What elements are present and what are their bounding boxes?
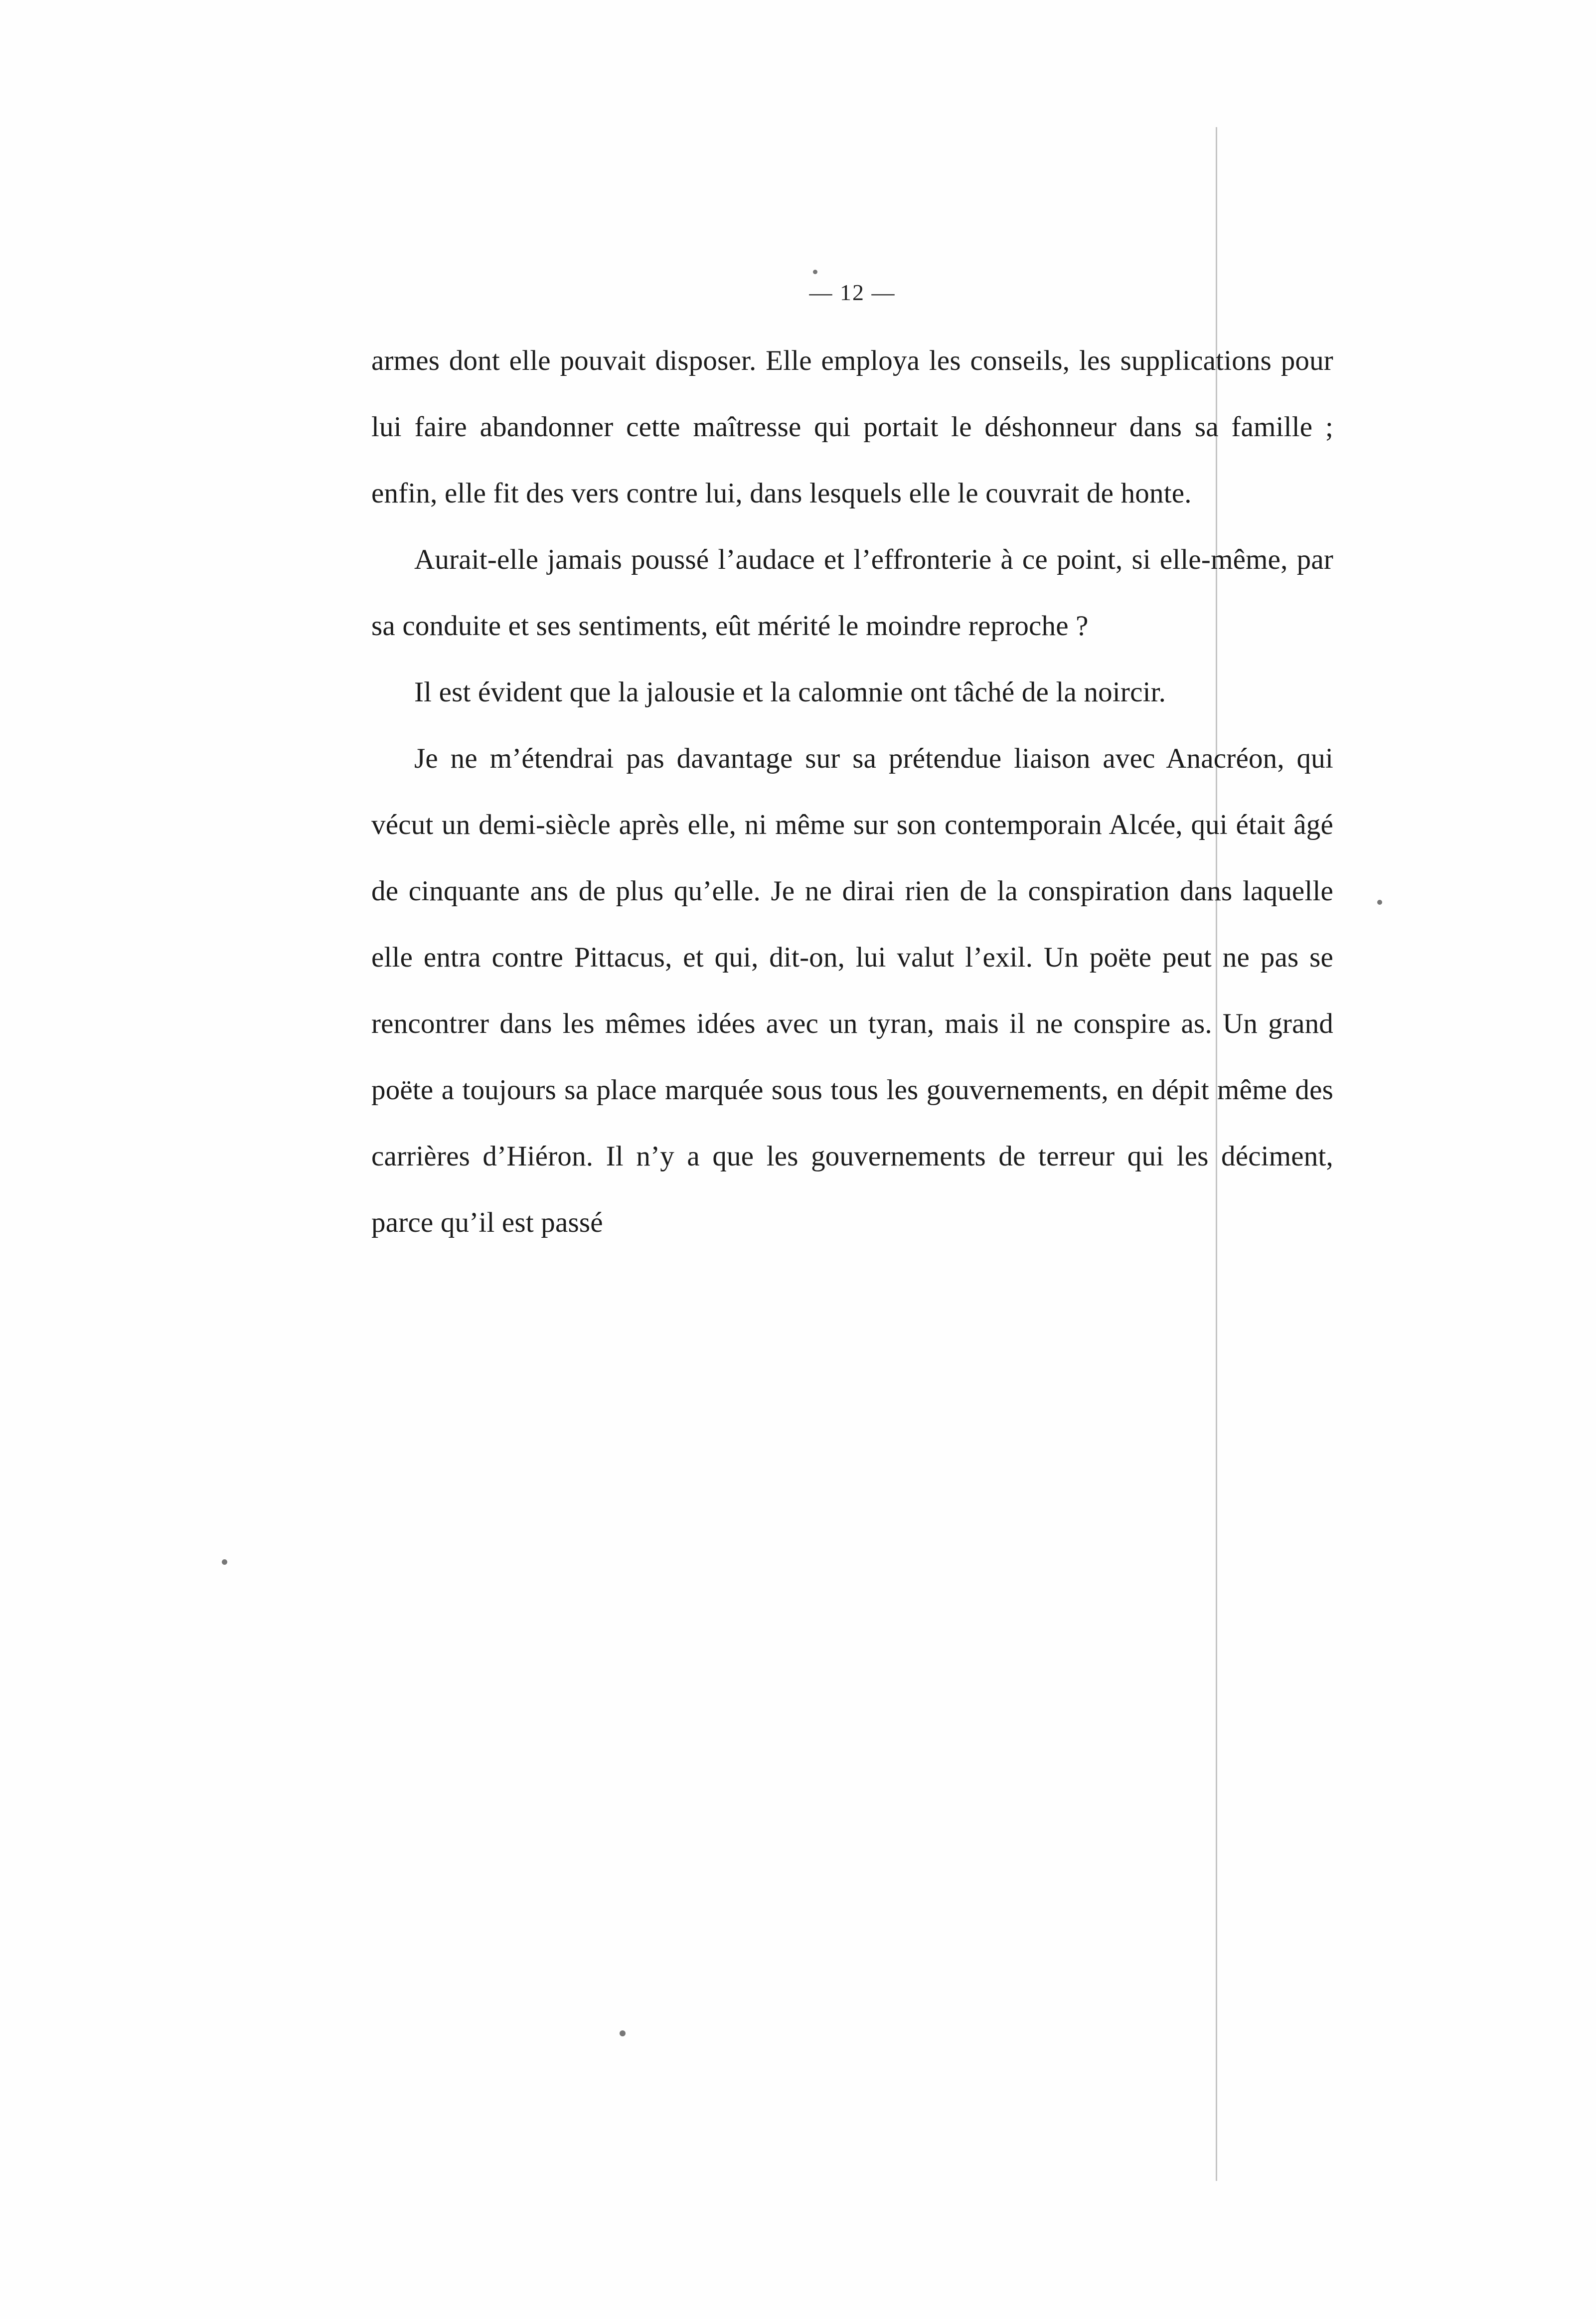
paragraph: armes dont elle pouvait disposer. Elle employa les conseils, les supplications pour lui faire abandonner cette maîtresse qui portait le déshonneur dans sa famille ; enfin, elle fit des vers contre lui, dans lesquels elle le couvrait de honte. (371, 345, 1333, 509)
scan-speck (1377, 900, 1382, 905)
scan-speck (222, 1559, 227, 1565)
paragraph: Je ne m’étendrai pas davantage sur sa prétendue liaison avec Anacréon, qui vécut un demi-siècle après elle, ni même sur son contemporain Alcée, qui était âgé de cinquante ans de plus qu’elle. Je ne dirai rien de la conspiration dans laquelle elle entra contre Pittacus, et qui, dit-on, lui valut l’exil. Un poëte peut ne pas se rencontrer dans les mêmes idées avec un tyran, mais il ne conspire as. Un grand poëte a toujours sa place marquée sous tous les gouvernements, en dépit même des carrières d’Hiéron. Il n’y a que les gouvernements de terreur qui les déciment, parce qu’il est passé (371, 743, 1333, 1238)
page-number: — 12 — (809, 280, 896, 305)
scan-speck (813, 270, 817, 274)
paragraph: Il est évident que la jalousie et la calomnie ont tâché de la noircir. (414, 676, 1166, 708)
paragraph: Aurait-elle jamais poussé l’audace et l’effronterie à ce point, si elle-même, par sa conduite et ses sentiments, eût mérité le moindre reproche ? (371, 544, 1333, 642)
scan-speck (620, 2030, 626, 2036)
page-text-body (371, 279, 1333, 1256)
